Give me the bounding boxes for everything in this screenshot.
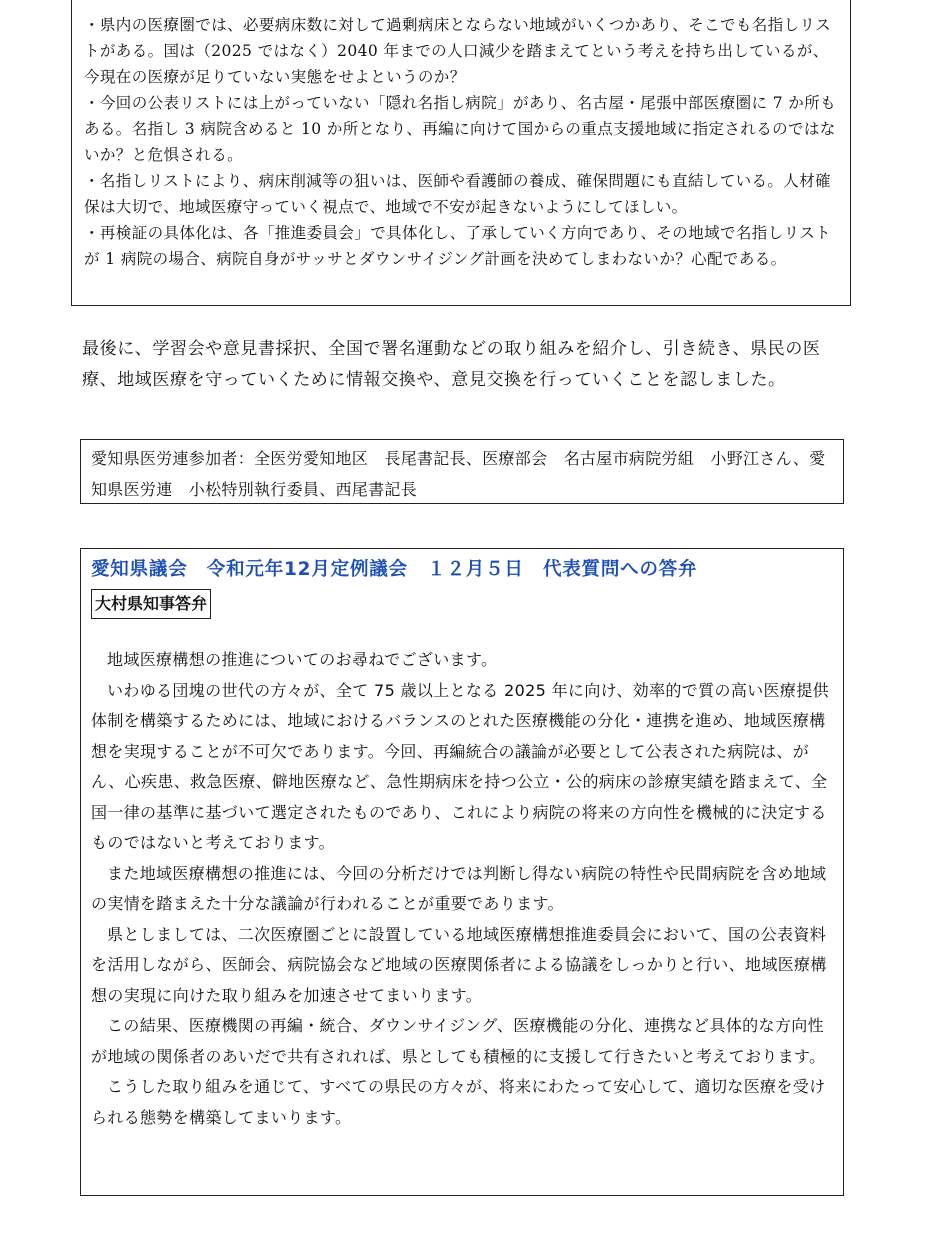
participants-box xyxy=(80,439,844,504)
answer-paragraph: こうした取り組みを通じて、すべての県民の方々が、将来にわたって安心して、適切な医療を受けられる態勢を構築してまいります。 xyxy=(91,1077,826,1127)
assembly-title: 愛知県議会 令和元年12月定例議会 １２月５日 代表質問への答弁 xyxy=(91,559,698,580)
answer-paragraph: いわゆる団塊の世代の方々が、全て 75 歳以上となる 2025 年に向け、効率的で質の高い医療提供体制を構築するためには、地域におけるバランスのとれた医療機能の分化・連携を進め、地域医療構想を実現することが不可欠であります。今回、再編統合の議論が必要として公表された病院は、がん、心疾患、救急医療、僻地医療など、急性期病床を持つ公立・公的病床の診療実績を踏まえて、全国一律の基準に基づいて選定されたものであり、これにより病院の将来の方向性を機械的に決定するものではないと考えております。 xyxy=(91,680,829,852)
opinion-item: ・県内の医療圏では、必要病床数に対して過剰病床とならない地域がいくつかあり、そこでも名指しリストがある。国は（2025 ではなく）2040 年までの人口減少を踏まえてという考えを持ち出しているが、今現在の医療が足りていない実態をせよというのか？ xyxy=(84,16,831,86)
participants-text: 愛知県医労連参加者：全医労愛知地区 長尾書記長、医療部会 名古屋市病院労組 小野江さん、愛知県医労連 小松特別執行委員、西尾書記長 xyxy=(91,449,826,499)
answer-paragraph: この結果、医療機関の再編・統合、ダウンサイジング、医療機能の分化、連携など具体的な方向性が地域の関係者のあいだで共有されれば、県としても積極的に支援して行きたいと考えております。 xyxy=(91,1016,826,1066)
answer-paragraph: また地域医療構想の推進には、今回の分析だけでは判断し得ない病院の特性や民間病院を含め地域の実情を踏まえた十分な議論が行われることが重要であります。 xyxy=(91,863,827,913)
opinions-box xyxy=(71,0,851,306)
answer-label: 大村県知事答弁 xyxy=(91,589,211,619)
summary-text: 最後に、学習会や意見書採択、全国で署名運動などの取り組みを紹介し、引き続き、県民の医療、地域医療を守っていくために情報交換や、意見交換を行っていくことを認しました。 xyxy=(82,339,821,390)
answer-body xyxy=(91,645,833,1133)
opinion-item: ・名指しリストにより、病床削減等の狙いは、医師や看護師の養成、確保問題にも直結している。人材確保は大切で、地域医療守っていく視点で、地域で不安が起きないようにしてほしい。 xyxy=(84,172,831,216)
answer-paragraph: 県としましては、二次医療圏ごとに設置している地域医療構想推進委員会において、国の公表資料を活用しながら、医師会、病院協会など地域の医療関係者による協議をしっかりと行い、地域医療構想の実現に向けた取り組みを加速させてまいります。 xyxy=(91,924,827,1005)
answer-paragraph: 地域医療構想の推進についてのお尋ねでございます。 xyxy=(107,650,498,669)
assembly-answer-box xyxy=(80,548,844,1196)
opinion-item: ・今回の公表リストには上がっていない「隠れ名指し病院」があり、名古屋・尾張中部医療圏に 7 か所もある。名指し 3 病院含めると 10 か所となり、再編に向けて国からの重点支援地域に指定されるのではないか？と危惧される。 xyxy=(84,94,837,164)
opinion-item: ・再検証の具体化は、各「推進委員会」で具体化し、了承していく方向であり、その地域で名指しリストが 1 病院の場合、病院自身がサッサとダウンサイジング計画を決めてしまわないか？心配である。 xyxy=(84,224,831,268)
summary-paragraph xyxy=(82,334,844,396)
